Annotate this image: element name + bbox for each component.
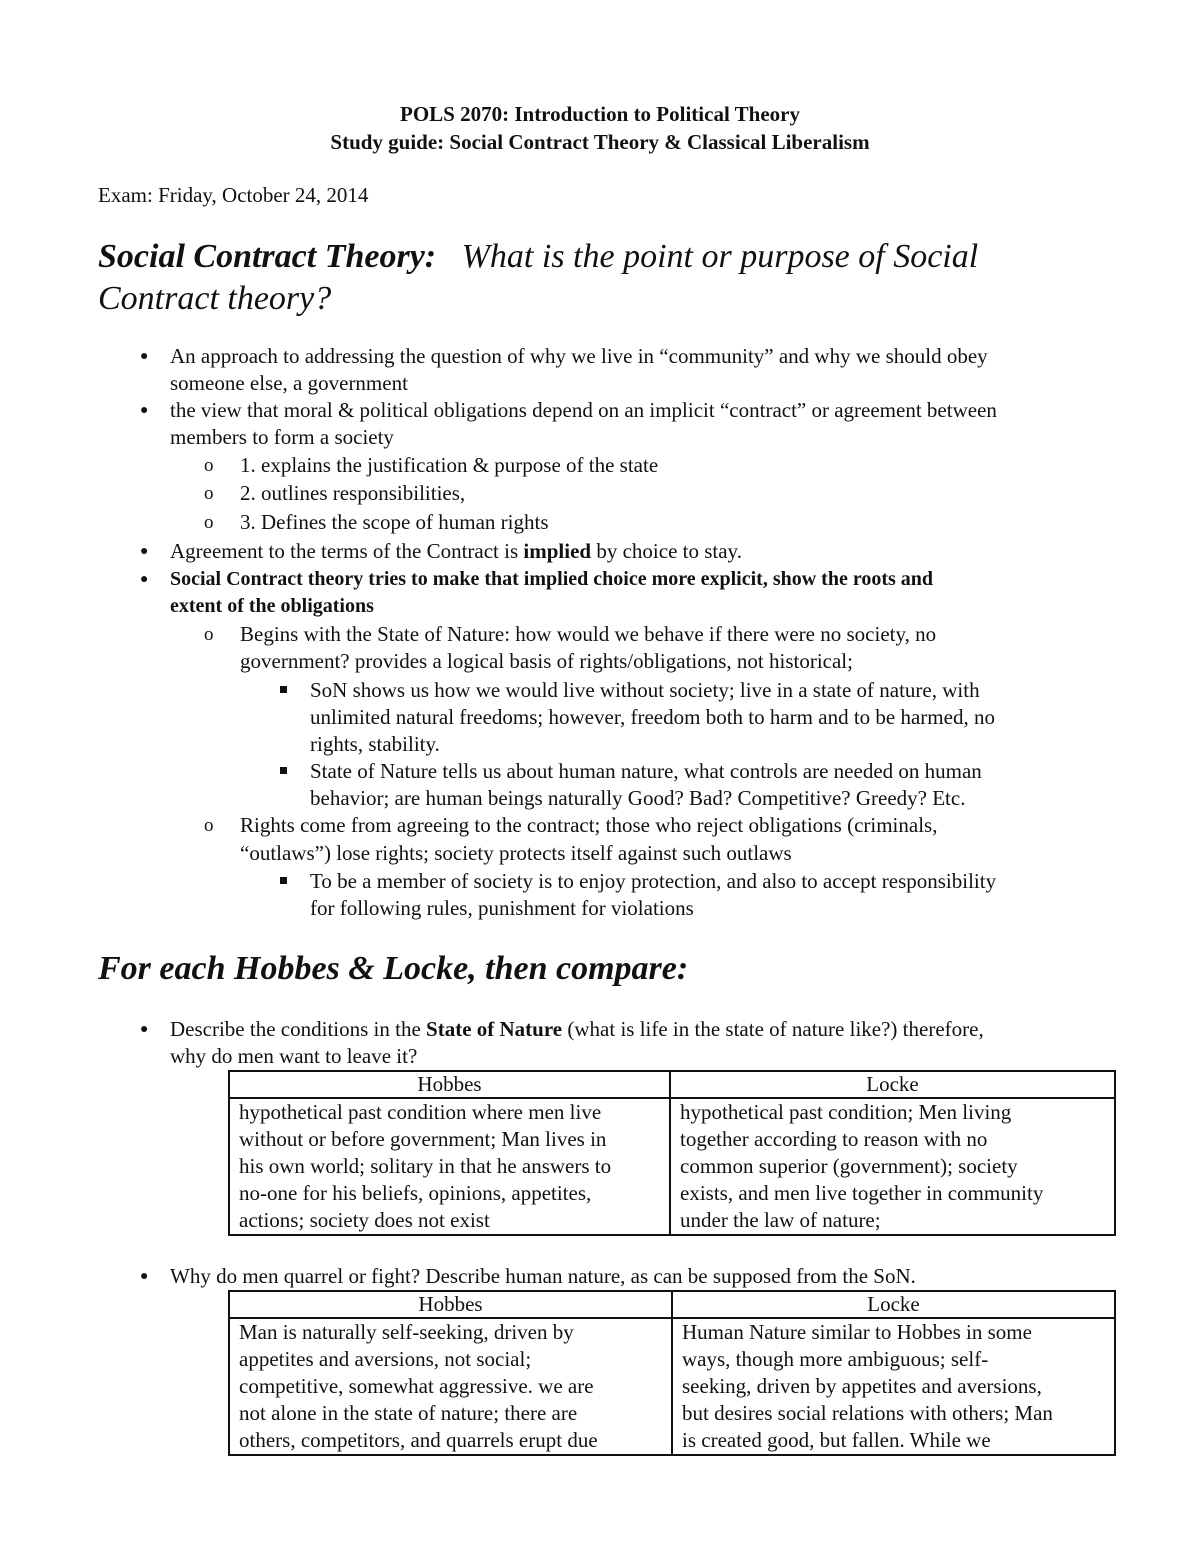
sub-item: “outlaws”) lose rights; society protects itself against such outlaws xyxy=(240,841,792,865)
bullet-text-bold: extent of the obligations xyxy=(170,595,374,617)
bullet-icon: ● xyxy=(140,544,149,559)
table-row xyxy=(229,1098,1115,1235)
bullet-text: someone else, a government xyxy=(170,371,408,395)
sub-sub-item: State of Nature tells us about human nature, what controls are needed on human xyxy=(310,759,982,783)
sub-item: 2. outlines responsibilities, xyxy=(240,481,466,505)
locke-cell: hypothetical past condition; Men living together according to reason with no common superior (government); society exists, and men live together in community under the law of nature; xyxy=(670,1098,1115,1235)
sub-item: Begins with the State of Nature: how would we behave if there were no society, no xyxy=(240,622,937,646)
hobbes-cell: hypothetical past condition where men live without or before government; Man lives in his own world; solitary in that he answers to no-one for his beliefs, opinions, appetites, actions; society does not exist xyxy=(229,1098,670,1235)
column-header-hobbes: Hobbes xyxy=(229,1291,672,1318)
course-title: POLS 2070: Introduction to Political Theory xyxy=(400,102,800,126)
heading-bold-part: Social Contract Theory: xyxy=(98,238,437,275)
section-heading-line2: Contract theory? xyxy=(98,280,332,317)
sub-sub-item: behavior; are human beings naturally Good? Bad? Competitive? Greedy? Etc. xyxy=(310,786,966,810)
sub-sub-item: for following rules, punishment for violations xyxy=(310,896,694,920)
locke-cell: Human Nature similar to Hobbes in some ways, though more ambiguous; self- seeking, driven by appetites and aversions, but desires social relations with others; Man is created good, but fallen. While we xyxy=(672,1318,1115,1455)
circle-bullet-icon: o xyxy=(204,815,214,836)
hobbes-cell: Man is naturally self-seeking, driven by appetites and aversions, not social; competitive, somewhat aggressive. we are not alone in the state of nature; there are others, competitors, and quarrels erupt due xyxy=(229,1318,672,1455)
sub-sub-item: SoN shows us how we would live without society; live in a state of nature, with xyxy=(310,678,980,702)
emphasis-state-of-nature: State of Nature xyxy=(426,1017,563,1041)
exam-date: Exam: Friday, October 24, 2014 xyxy=(98,183,369,207)
study-guide-title: Study guide: Social Contract Theory & Classical Liberalism xyxy=(330,130,870,154)
column-header-locke: Locke xyxy=(670,1071,1115,1098)
table-row xyxy=(229,1318,1115,1455)
sub-sub-item: unlimited natural freedoms; however, freedom both to harm and to be harmed, no xyxy=(310,705,995,729)
bullet-text: the view that moral & political obligations depend on an implicit “contract” or agreement between xyxy=(170,398,997,422)
bullet-text-bold: Social Contract theory tries to make that implied choice more explicit, show the roots and xyxy=(170,568,934,590)
bullet-icon: ● xyxy=(140,1022,149,1037)
column-header-hobbes: Hobbes xyxy=(229,1071,670,1098)
square-bullet-icon xyxy=(280,686,287,693)
section-heading-social-contract xyxy=(98,236,978,278)
sub-item: government? provides a logical basis of rights/obligations, not historical; xyxy=(240,649,853,673)
column-header-locke: Locke xyxy=(672,1291,1115,1318)
circle-bullet-icon: o xyxy=(204,624,214,645)
section-heading-compare: For each Hobbes & Locke, then compare: xyxy=(98,950,689,987)
table-header-row xyxy=(229,1291,1115,1318)
bullet-text: Agreement to the terms of the Contract is implied by choice to stay. xyxy=(170,539,742,563)
sub-item: 3. Defines the scope of human rights xyxy=(240,510,549,534)
emphasis-implied: implied xyxy=(523,539,592,563)
table-header-row xyxy=(229,1071,1115,1098)
bullet-icon: ● xyxy=(140,572,149,587)
bullet-icon: ● xyxy=(140,349,149,364)
circle-bullet-icon: o xyxy=(204,512,214,533)
circle-bullet-icon: o xyxy=(204,483,214,504)
bullet-icon: ● xyxy=(140,403,149,418)
question-line2: why do men want to leave it? xyxy=(170,1044,418,1068)
sub-item: 1. explains the justification & purpose of the state xyxy=(240,453,659,477)
sub-sub-item: rights, stability. xyxy=(310,732,440,756)
heading-rest: What is the point or purpose of Social xyxy=(461,238,979,275)
sub-sub-item: To be a member of society is to enjoy protection, and also to accept responsibility xyxy=(310,869,997,893)
circle-bullet-icon: o xyxy=(204,455,214,476)
comparison-table-state-of-nature xyxy=(228,1070,1116,1236)
bullet-icon: ● xyxy=(140,1269,149,1284)
comparison-table-human-nature xyxy=(228,1290,1116,1456)
question-human-nature: Why do men quarrel or fight? Describe human nature, as can be supposed from the SoN. xyxy=(170,1264,916,1288)
bullet-text: An approach to addressing the question of why we live in “community” and why we should obey xyxy=(170,344,988,368)
bullet-text: members to form a society xyxy=(170,425,394,449)
square-bullet-icon xyxy=(280,767,287,774)
question-state-of-nature: Describe the conditions in the State of Nature (what is life in the state of nature like?) therefore, xyxy=(170,1017,984,1041)
square-bullet-icon xyxy=(280,877,287,884)
sub-item: Rights come from agreeing to the contract; those who reject obligations (criminals, xyxy=(240,813,938,837)
